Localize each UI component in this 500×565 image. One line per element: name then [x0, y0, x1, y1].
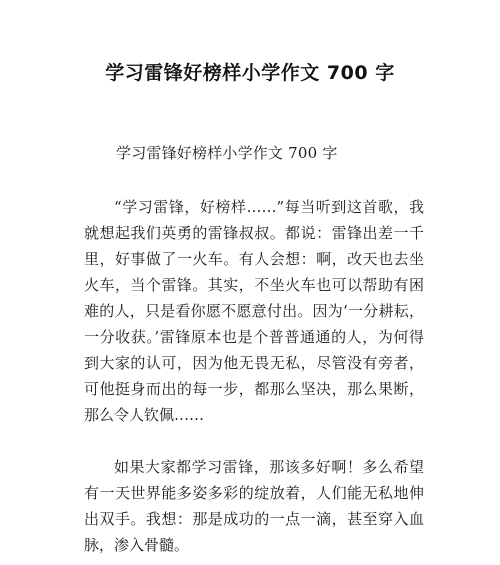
document-subtitle: 学习雷锋好榜样小学作文 700 字: [116, 144, 338, 162]
document-title: 学习雷锋好榜样小学作文 700 字: [105, 62, 395, 84]
paragraph-1: “学习雷锋，好榜样……”每当听到这首歌，我就想起我们英勇的雷锋叔叔。都说：雷锋出差一千里，好事做了一火车。有人会想：啊，改天也去坐火车，当个雷锋。其实，不坐火车也可以帮助有困难的人，只是看你愿不愿意付出。因为‘一分耕耘，一分收获。’雷锋原本也是个普普通通的人，为何得到大家的认可，因为他无畏无私，尽管没有旁者，可他挺身而出的每一步，都那么坚决，那么果断，那么令人钦佩……: [84, 198, 424, 424]
paragraph-2: 如果大家都学习雷锋，那该多好啊！多么希望有一天世界能多姿多彩的绽放着，人们能无私地伸出双手。我想：那是成功的一点一滴，甚至穿入血脉，渗入骨髓。: [84, 458, 424, 554]
